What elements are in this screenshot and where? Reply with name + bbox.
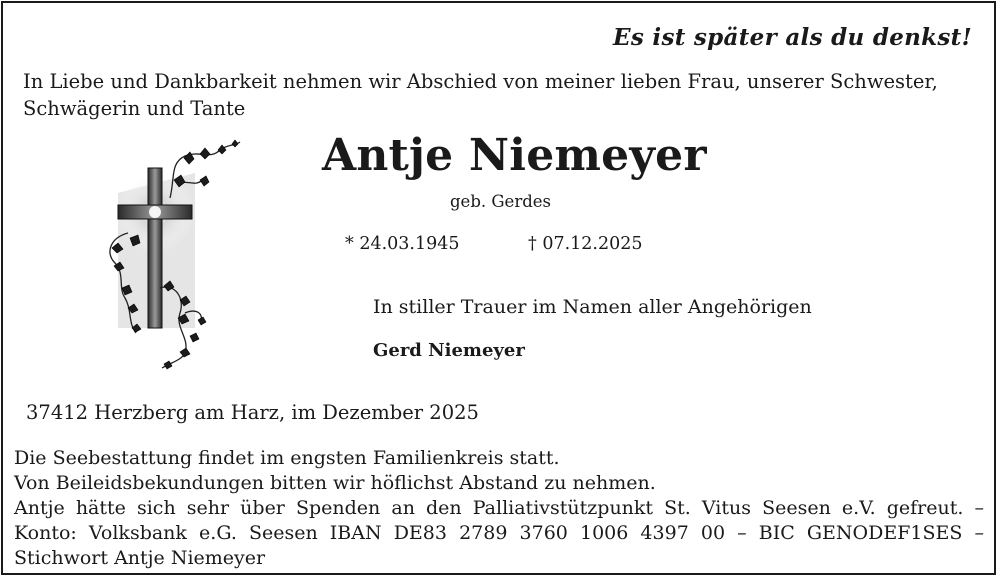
birth-name: geb. Gerdes [450,192,552,211]
signer-name: Gerd Niemeyer [373,340,525,361]
mourning-line: In stiller Trauer im Namen aller Angehörigen [373,296,812,318]
death-date: † 07.12.2025 [528,234,643,254]
motto: Es ist später als du denkst! [613,24,972,51]
notes-block [14,446,984,571]
birth-date: * 24.03.1945 [345,234,460,254]
notes-line: Konto: Volksbank e.G. Seesen IBAN DE83 2789 3760 1006 4397 00 – BIC GENODEF1SES – [14,522,984,544]
notes-line: Antje hätte sich sehr über Spenden an den Palliativstützpunkt St. Vitus Seesen e.V. gefreut. – [14,497,984,519]
deceased-name: Antje Niemeyer [322,130,707,181]
notes-line: Die Seebestattung findet im engsten Familienkreis statt. [14,447,560,469]
notes-line: Von Beileidsbekundungen bitten wir höflichst Abstand zu nehmen. [14,472,656,494]
notes-line: Stichwort Antje Niemeyer [14,547,266,569]
cross-with-ivy-icon [100,138,245,370]
place-date: 37412 Herzberg am Harz, im Dezember 2025 [26,401,479,424]
intro-text: In Liebe und Dankbarkeit nehmen wir Abschied von meiner lieben Frau, unserer Schwester, Schwägerin und Tante [23,70,938,120]
